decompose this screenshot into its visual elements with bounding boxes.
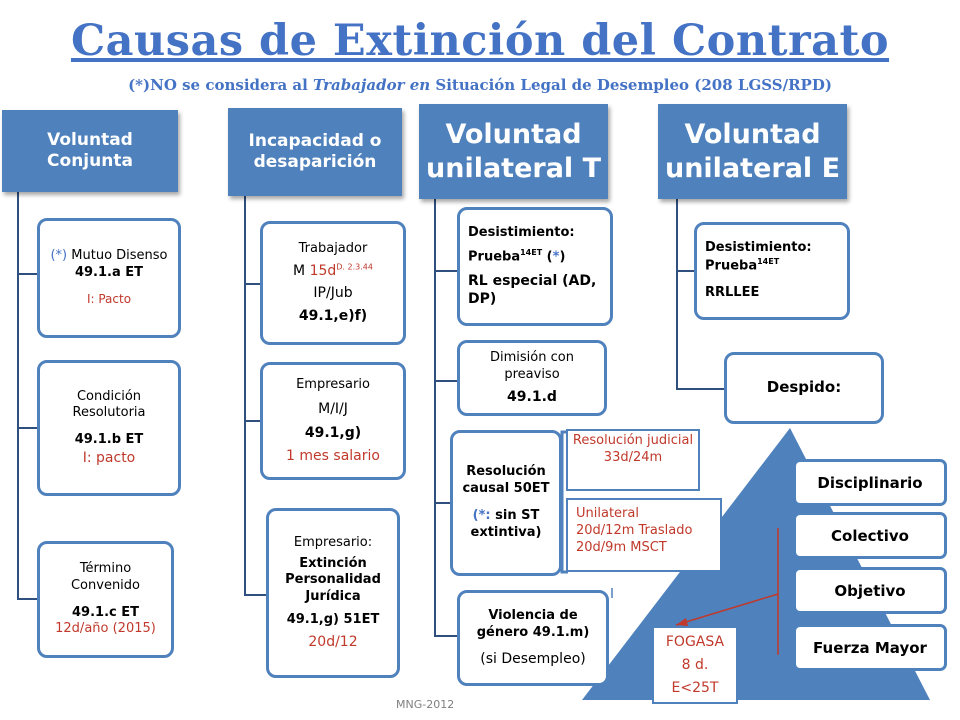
pyramid-label-fuerza-mayor: Fuerza Mayor [813, 638, 927, 657]
empresario-note: 1 mes salario [286, 447, 380, 464]
box-violencia-genero [457, 590, 609, 686]
box-desistimiento-t [457, 207, 613, 326]
col2-vline [244, 192, 246, 596]
desist-t-line3: RL especial (AD, DP) [468, 272, 597, 308]
empresario-line2: M/I/J [318, 401, 348, 418]
note-unilateral-line3: 20d/9m MSCT [576, 539, 667, 555]
subtitle-part2: Situación Legal de Desempleo (208 LGSS/RPD) [430, 76, 832, 94]
mutuo-note: I: Pacto [86, 292, 132, 307]
col1-branch2 [17, 427, 39, 429]
box-desistimiento-e [694, 222, 850, 320]
pyramid-bar-fuerza-mayor [793, 624, 947, 671]
box-termino-convenido [37, 541, 174, 658]
personalidad-ref: 49.1,g) 51ET [286, 612, 380, 628]
col4-branch1 [676, 270, 696, 272]
desist-t-line1: Desistimiento: [468, 224, 575, 240]
dimision-title: Dimisión con preaviso [490, 350, 574, 382]
dimision-ref: 49.1.d [507, 388, 557, 405]
header-voluntad-conjunta [2, 110, 178, 192]
col3-branch2 [434, 380, 459, 382]
trabajador-line3: IP/Jub [313, 285, 353, 302]
trabajador-sup: D. 2.3.44 [336, 262, 373, 272]
box-fogasa [652, 626, 738, 704]
pyramid-bar-disciplinario [793, 459, 947, 506]
resolucion-extra-line [459, 508, 553, 542]
trabajador-m: M [293, 263, 306, 280]
header-unilateral-t-label: Voluntad unilateral T [426, 118, 601, 184]
desist-e-sup: 14ET [757, 256, 780, 266]
desist-e-prueba-line [705, 257, 779, 275]
desist-e-prueba: Prueba [705, 258, 758, 274]
mutuo-title-text: Mutuo Disenso [67, 248, 168, 264]
fogasa-line3: E<25T [671, 679, 719, 696]
desist-e-line1: Desistimiento: [705, 240, 812, 255]
trabajador-days: 15d [309, 263, 337, 280]
desist-t-open: ( [542, 248, 553, 264]
col3-branch4 [434, 635, 458, 637]
header-unilateral-t [419, 104, 608, 199]
col2-branch3 [244, 594, 268, 596]
empresario-ref: 49.1,g) [304, 425, 362, 442]
box-resolucion-causal [450, 430, 562, 576]
subtitle-part1: (*)NO se considera al [128, 76, 314, 94]
box-despido [724, 352, 884, 424]
box-empresario [260, 362, 406, 480]
violencia-note: (si Desempleo) [480, 650, 586, 667]
note-judicial-line1: Resolución judicial [572, 433, 694, 448]
header-unilateral-e [658, 104, 847, 199]
desist-t-mark: * [552, 248, 560, 264]
mutuo-title [50, 248, 167, 265]
trabajador-title: Trabajador [298, 241, 368, 257]
pyramid-bar-objetivo [793, 567, 947, 614]
note-unilateral-line2: 20d/12m Traslado [576, 522, 693, 538]
footer-credit: MNG-2012 [396, 698, 455, 711]
resolucion-title: Resolución causal 50ET [462, 464, 550, 497]
condicion-note: I: pacto [82, 450, 136, 467]
personalidad-title: Empresario: [293, 534, 373, 550]
page-title: Causas de Extinción del Contrato [70, 16, 890, 66]
box-mutuo-disenso [37, 218, 181, 338]
col1-branch1 [17, 273, 39, 275]
mutuo-ref: 49.1.a ET [74, 265, 144, 281]
desist-t-sup: 14ET [520, 247, 543, 257]
fogasa-line2: 8 d. [681, 656, 709, 673]
note-resolucion-judicial [566, 429, 700, 491]
note-unilateral-line1: Unilateral [576, 506, 639, 521]
header-incapacidad-label: Incapacidad o desaparición [248, 130, 382, 172]
personalidad-note: 20d/12 [308, 634, 358, 651]
pyramid-label-objetivo: Objetivo [834, 581, 906, 600]
subtitle-italic: Trabajador en [313, 76, 431, 94]
termino-note: 12d/año (2015) [55, 621, 156, 637]
col4-vline [676, 197, 678, 389]
header-unilateral-e-label: Voluntad unilateral E [664, 118, 841, 184]
termino-ref: 49.1.c ET [72, 604, 139, 620]
mutuo-mark: (*) [50, 248, 68, 264]
header-voluntad-conjunta-label: Voluntad Conjunta [47, 129, 133, 171]
desist-t-close: ) [559, 248, 566, 264]
box-condicion-resolutoria [37, 360, 181, 496]
despido-label: Despido: [766, 378, 842, 397]
trabajador-ref: 49.1,e)f) [298, 307, 368, 324]
col3-branch3 [434, 502, 451, 504]
termino-title: Término Convenido [70, 560, 141, 593]
col4-branch2 [676, 388, 726, 390]
box-personalidad-juridica [266, 508, 400, 678]
col1-branch3 [17, 598, 39, 600]
personalidad-line2: Extinción Personalidad Jurídica [285, 555, 381, 605]
col3-branch1 [434, 270, 459, 272]
note-judicial-line2: 33d/24m [603, 449, 663, 465]
pyramid-label-colectivo: Colectivo [831, 526, 909, 545]
pyramid-label-disciplinario: Disciplinario [817, 473, 923, 492]
condicion-title: Condición Resolutoria [72, 388, 146, 421]
header-incapacidad [228, 108, 402, 196]
condicion-ref: 49.1.b ET [74, 432, 144, 448]
trabajador-days-line [293, 262, 373, 280]
fogasa-line1: FOGASA [665, 634, 725, 651]
pyramid-bar-colectivo [793, 512, 947, 559]
note-unilateral [566, 498, 722, 572]
box-trabajador [260, 221, 406, 345]
empresario-title: Empresario [296, 377, 370, 393]
col1-vline [17, 190, 19, 600]
box-dimision [457, 340, 607, 416]
resolucion-extra: sin ST extintiva) [470, 508, 542, 540]
desist-t-prueba: Prueba [468, 248, 521, 264]
resolucion-mark: (*: [472, 508, 491, 523]
desist-e-line3: RRLLEE [705, 285, 760, 301]
violencia-title: Violencia de género 49.1.m) [476, 608, 590, 640]
col3-vline [434, 197, 436, 637]
desist-t-prueba-line [468, 248, 565, 266]
